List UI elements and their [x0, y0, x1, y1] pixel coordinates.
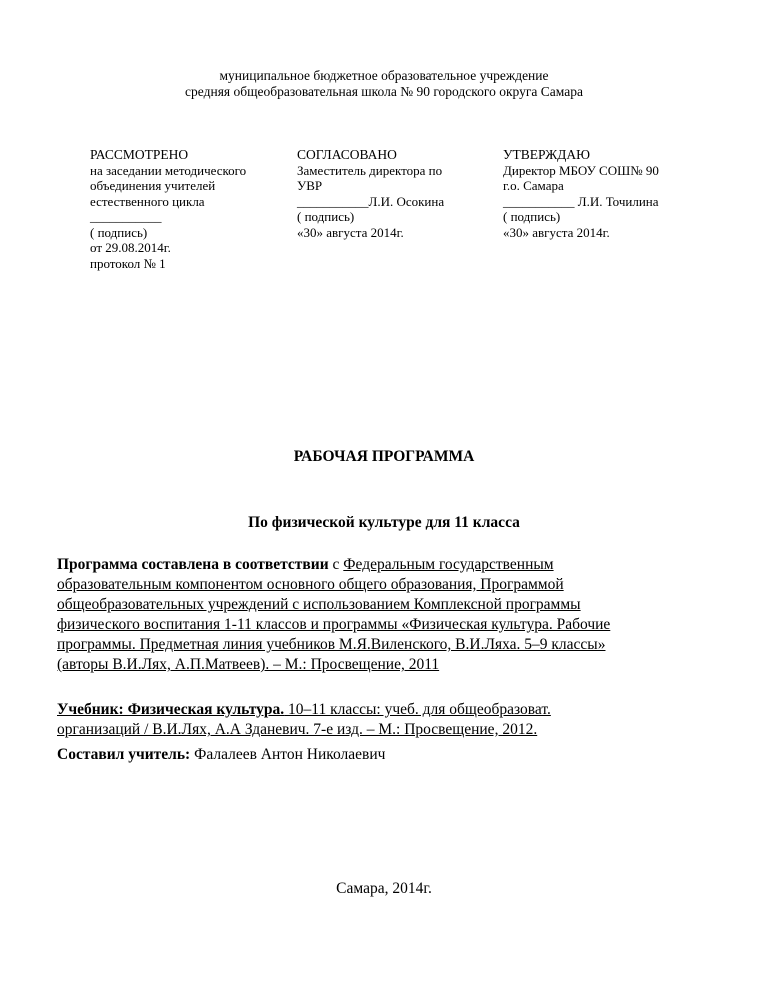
author-label: Составил учитель: — [57, 746, 191, 763]
program-label: Программа составлена в соответствии — [57, 556, 329, 573]
textbook-label: Учебник: Физическая культура. — [57, 701, 285, 718]
agreed-line: ( подпись) — [297, 209, 355, 224]
header-line-2: средняя общеобразовательная школа № 90 городского округа Самара — [185, 84, 583, 99]
textbook-line: организаций / В.И.Лях, А.А Зданевич. 7-е изд. – М.: Просвещение, 2012. — [57, 721, 538, 738]
agreed-signature: ___________Л.И. Осокина — [297, 193, 445, 209]
program-connector: с — [328, 556, 344, 573]
header-line-1: муниципальное бюджетное образовательное учреждение — [219, 68, 549, 83]
school-header — [0, 68, 768, 100]
agreed-block — [297, 147, 497, 240]
program-text-line: программы. Предметная линия учебников М.Я.Виленского, В.И.Ляха. 5–9 классы» — [57, 636, 606, 653]
subject-heading: По физической культуре для 11 класса — [248, 514, 520, 531]
textbook-paragraph — [57, 700, 717, 740]
agreed-line: Заместитель директора по — [297, 162, 443, 178]
approved-signature: ___________ Л.И. Точилина — [503, 193, 659, 209]
author-paragraph — [57, 745, 717, 765]
footer-place-date: Самара, 2014г. — [336, 880, 432, 897]
approved-block — [503, 147, 703, 240]
reviewed-protocol: протокол № 1 — [90, 255, 166, 271]
agreed-line: УВР — [297, 178, 323, 193]
approved-line: г.о. Самара — [503, 178, 564, 193]
reviewed-block — [90, 147, 290, 271]
program-text-line: Федеральным государственным — [343, 556, 554, 573]
reviewed-line: естественного цикла — [90, 193, 205, 209]
document-title: РАБОЧАЯ ПРОГРАММА — [293, 448, 475, 465]
agreed-title: СОГЛАСОВАНО — [297, 147, 397, 162]
program-text-line: общеобразовательных учреждений с использованием Комплексной программы — [57, 596, 581, 613]
approved-date: «30» августа 2014г. — [503, 224, 610, 240]
program-paragraph — [57, 555, 717, 675]
author-name: Фалалеев Антон Николаевич — [190, 746, 386, 763]
reviewed-line: ( подпись) — [90, 224, 148, 240]
program-text-line: физического воспитания 1-11 классов и программы «Физическая культура. Рабочие — [57, 616, 611, 633]
program-text-line: (авторы В.И.Лях, А.П.Матвеев). – М.: Просвещение, 2011 — [57, 656, 440, 673]
signature-line: ___________ — [90, 209, 162, 224]
agreed-date: «30» августа 2014г. — [297, 224, 404, 240]
approved-title: УТВЕРЖДАЮ — [503, 147, 591, 162]
reviewed-line: объединения учителей — [90, 178, 216, 193]
approved-line: ( подпись) — [503, 209, 561, 224]
textbook-line: 10–11 классы: учеб. для общеобразоват. — [284, 701, 551, 718]
reviewed-date: от 29.08.2014г. — [90, 240, 171, 255]
program-text-line: образовательным компонентом основного общего образования, Программой — [57, 576, 564, 593]
reviewed-line: на заседании методического — [90, 162, 247, 178]
reviewed-title: РАССМОТРЕНО — [90, 147, 189, 162]
approved-line: Директор МБОУ СОШ№ 90 — [503, 162, 659, 178]
